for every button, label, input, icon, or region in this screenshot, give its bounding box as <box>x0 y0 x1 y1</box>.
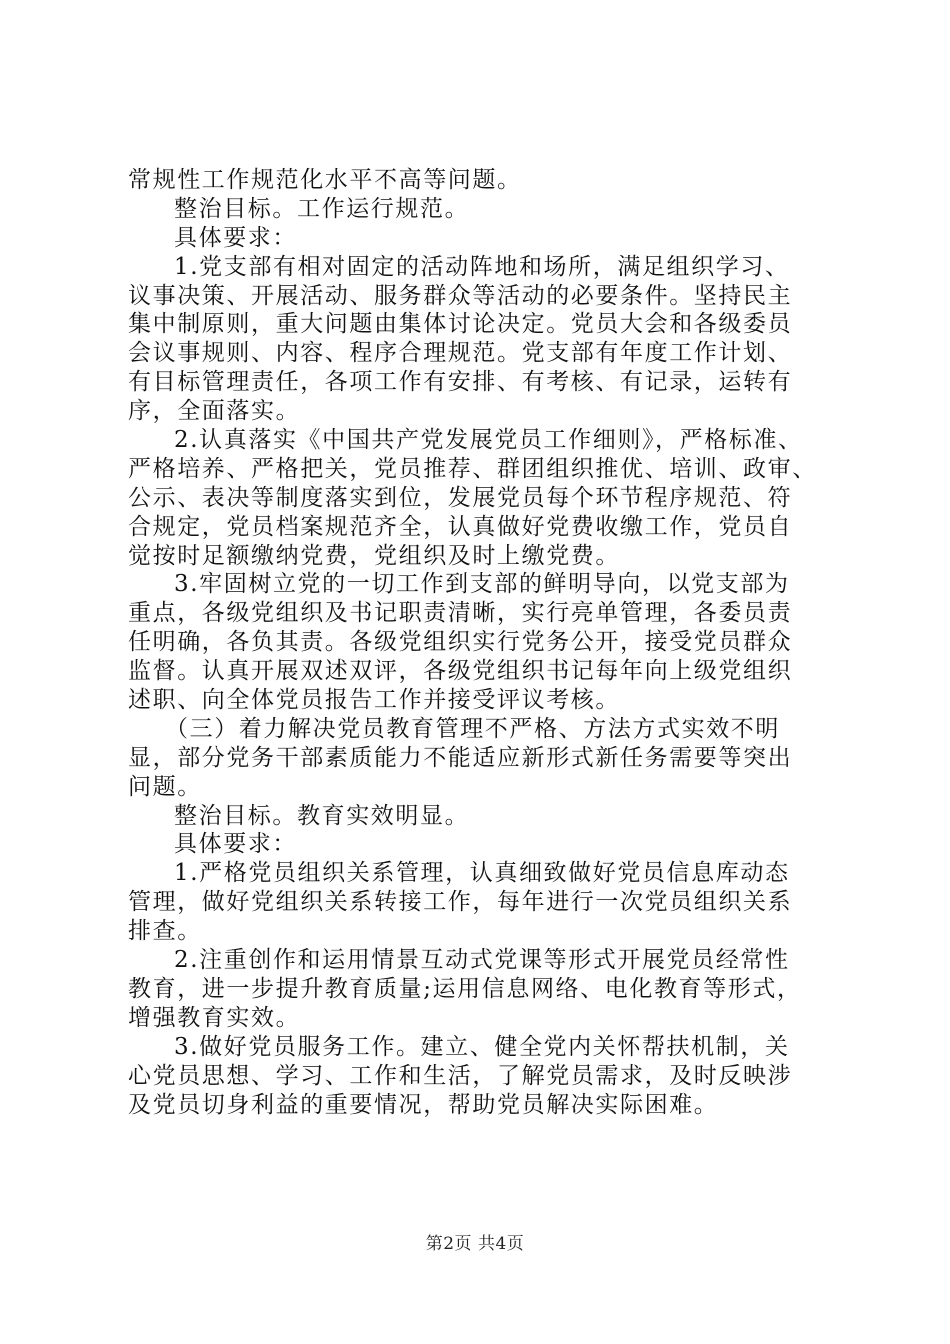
text-line: 整治目标。工作运行规范。 <box>174 195 470 222</box>
text-line: 合规定，党员档案规范齐全，认真做好党费收缴工作，党员自 <box>128 513 793 540</box>
text-line: 2.注重创作和运用情景互动式党课等形式开展党员经常性 <box>174 947 790 974</box>
text-line: 述职、向全体党员报告工作并接受评议考核。 <box>128 687 620 714</box>
text-line: 及党员切身利益的重要情况，帮助党员解决实际困难。 <box>128 1091 719 1118</box>
text-line: （三）着力解决党员教育管理不严格、方法方式实效不明 <box>165 715 780 742</box>
text-line: 监督。认真开展双述双评，各级党组织书记每年向上级党组织 <box>128 658 793 685</box>
text-line: 重点，各级党组织及书记职责清晰，实行亮单管理，各委员责 <box>128 600 793 627</box>
text-line: 会议事规则、内容、程序合理规范。党支部有年度工作计划、 <box>128 340 793 367</box>
text-line: 常规性工作规范化水平不高等问题。 <box>128 167 522 193</box>
text-line: 3.牢固树立党的一切工作到支部的鲜明导向，以党支部为 <box>174 571 790 598</box>
text-line: 增强教育实效。 <box>128 1004 301 1031</box>
text-line: 觉按时足额缴纳党费，党组织及时上缴党费。 <box>128 542 620 569</box>
text-line: 具体要求： <box>174 224 297 251</box>
text-line: 集中制原则，重大问题由集体讨论决定。党员大会和各级委员 <box>128 311 793 338</box>
text-line: 3.做好党员服务工作。建立、健全党内关怀帮扶机制，关 <box>174 1033 790 1060</box>
text-line: 排查。 <box>128 918 202 945</box>
text-line: 整治目标。教育实效明显。 <box>174 802 470 829</box>
text-line: 管理，做好党组织关系转接工作，每年进行一次党员组织关系 <box>128 889 793 916</box>
text-line: 公示、表决等制度落实到位，发展党员每个环节程序规范、符 <box>128 484 793 511</box>
text-line: 问题。 <box>128 773 202 800</box>
text-line: 议事决策、开展活动、服务群众等活动的必要条件。坚持民主 <box>128 282 793 309</box>
text-line: 序，全面落实。 <box>128 398 301 425</box>
text-line: 教育，进一步提升教育质量;运用信息网络、电化教育等形式， <box>128 975 802 1002</box>
text-line: 1.党支部有相对固定的活动阵地和场所，满足组织学习、 <box>174 253 790 280</box>
text-line: 2.认真落实《中国共产党发展党员工作细则》，严格标准、 <box>174 427 803 454</box>
text-line: 显，部分党务干部素质能力不能适应新形式新任务需要等突出 <box>128 744 793 771</box>
text-line: 严格培养、严格把关，党员推荐、群团组织推优、培训、政审、 <box>128 455 817 482</box>
text-line: 心党员思想、学习、工作和生活，了解党员需求，及时反映涉 <box>128 1062 793 1089</box>
document-body <box>128 166 832 1119</box>
page-footer: 第2页 共4页 <box>425 1234 525 1254</box>
text-line: 1.严格党员组织关系管理，认真细致做好党员信息库动态 <box>174 860 790 887</box>
text-line: 有目标管理责任，各项工作有安排、有考核、有记录，运转有 <box>128 369 793 396</box>
text-line: 任明确，各负其责。各级党组织实行党务公开，接受党员群众 <box>128 629 793 656</box>
text-line: 具体要求： <box>174 831 297 858</box>
